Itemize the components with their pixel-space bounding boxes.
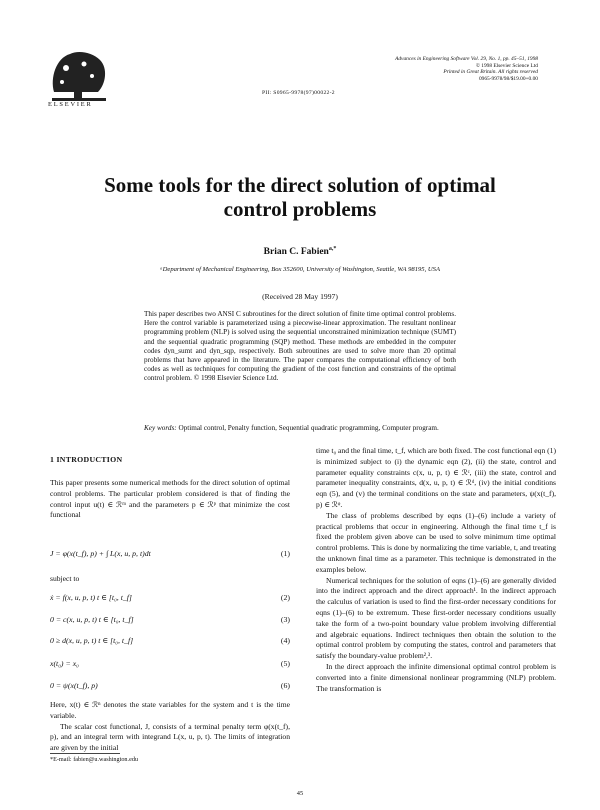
elsevier-tree-logo [48,48,110,104]
paragraph: time t₀ and the final time, t_f, which are both fixed. The cost functional eqn (1) is minimized subject to (i) the dynamic eqn (2), (ii) the state, control and parameter equality constraints c(x, u, p, t) ∈ ℛᶜ, (iii) the state, control and parameter inequality constraints, d(x, u, p, t) ∈ ℛᵈ, (iv) the initial conditions eqn (5), and (v) the terminal conditions on the state and parameters, ψ(x(t_f), p) ∈ ℛᵠ. [316,446,556,509]
equation-1 [50,549,290,558]
received-date: (Received 28 May 1997) [262,292,338,301]
footnote-rule [50,753,120,754]
title-line: Some tools for the direct solution of optimal [104,173,496,197]
keywords [144,424,456,433]
paragraph: Numerical techniques for the solution of eqns (1)–(6) are generally divided into the indirect approach and the direct approach¹. In the indirect approach the calculus of variation is used to find the first-order necessary conditions for eqns (1)–(6) to be extremum. These first-order necessary conditions usually take the form of a two-point boundary value problem involving differential and algebraic equations. Indirect techniques then obtain the solution to the optimal control problem by computing the states, control and parameters that satisfy the boundary-value problem²,³. [316,575,556,661]
journal-line: Printed in Great Britain. All rights reserved [443,69,538,76]
author-marks: a,* [328,246,337,252]
affiliation: ᵃDepartment of Mechanical Engineering, Box 352600, University of Washington, Seattle, WA 98195, USA [160,266,440,273]
equation-5 [50,659,290,668]
equation-3 [50,615,290,624]
author-line [40,246,560,257]
equation-number: (3) [280,615,290,624]
equation-text: ẋ = f(x, u, p, t) t ∈ [t₀, t_f] [50,593,132,602]
keywords-text: Optimal control, Penalty function, Sequential quadratic programming, Computer program. [178,424,439,432]
equation-text: 0 ≥ d(x, u, p, t) t ∈ [t₀, t_f] [50,636,134,645]
publisher-name: ELSEVIER [48,101,93,108]
equation-text: 0 = ψ(x(t_f), p) [50,681,98,690]
equation-6 [50,681,290,690]
left-column-text [50,700,290,754]
equation-number: (4) [280,636,290,645]
equation-4 [50,636,290,645]
equation-2 [50,593,290,602]
footnote: *E-mail: fabien@u.washington.edu [50,756,139,763]
pii-code: PII: S0965-9978(97)00022-2 [262,90,335,96]
journal-line: 0965-9978/98/$19.00+0.00 [478,75,538,82]
equation-number: (2) [280,593,290,602]
journal-info [298,56,538,82]
keywords-label: Key words: [144,424,177,432]
page-number: 45 [296,790,304,797]
equation-text: J = φ(x(t_f), p) + ∫ L(x, u, p, t)dt [50,549,151,558]
abstract: This paper describes two ANSI C subroutines for the direct solution of finite time optimal control problems. Here the control variable is parameterized using a piecewise-linear approximation. The resultant nonlinear programming problem (NLP) is solved using the sequential unconstrained minimization technique (SUMT) and the sequential quadratic programming (SQP) method. These methods are embedded in the computer codes dyn_sumt and dyn_sqp, respectively. Both subroutines are used to solve more than 20 optimal problems that have appeared in the literature. The paper compares the computational efficiency of both codes as well as techniques for computing the gradient of the cost function and constraints of the optimal control problem. © 1998 Elsevier Science Ltd. [144,310,456,383]
author-name: Brian C. Fabien [263,247,329,258]
equation-number: (6) [280,681,290,690]
intro-paragraph [50,478,290,521]
title-line: control problems [223,197,377,221]
subject-to: subject to [50,574,80,583]
equation-number: (5) [280,659,290,668]
paragraph: This paper presents some numerical methods for the direct solution of optimal control problems. The particular problem considered is that of finding the control input u(t) ∈ ℛᵐ and the parameters p ∈ ℛᵖ that minimize the cost functional [50,478,290,520]
paragraph: The class of problems described by eqns (1)–(6) include a variety of practical problems that occur in engineering. Although the final time t_f is fixed the problem given above can be used to solve minimum time optimal control problems. This is done by normalizing the time variable, t, and treating the unknown final time as a parameter. This technique is demonstrated in the examples below. [316,510,556,574]
paragraph: The scalar cost functional, J, consists of a terminal penalty term φ(x(t_f), p), and an integral term with integrand L(x, u, p, t). The limits of integration are given by the initial [50,721,290,753]
equation-text: x(t₀) = x₀ [50,659,79,668]
equation-number: (1) [280,549,290,558]
paper-title [40,173,560,221]
paragraph: In the direct approach the infinite dimensional optimal control problem is converted into a finite dimensional nonlinear programming (NLP) problem. The transformation is [316,661,556,693]
right-column-text [316,446,556,694]
journal-line: Advances in Engineering Software Vol. 29, No. 1, pp. 45–51, 1998 [395,56,538,62]
journal-line: © 1998 Elsevier Science Ltd [475,62,538,69]
section-heading: 1 INTRODUCTION [50,455,123,464]
paragraph: Here, x(t) ∈ ℛⁿ denotes the state variables for the system and t is the time variable. [50,700,290,720]
equation-text: 0 = c(x, u, p, t) t ∈ [t₀, t_f] [50,615,134,624]
